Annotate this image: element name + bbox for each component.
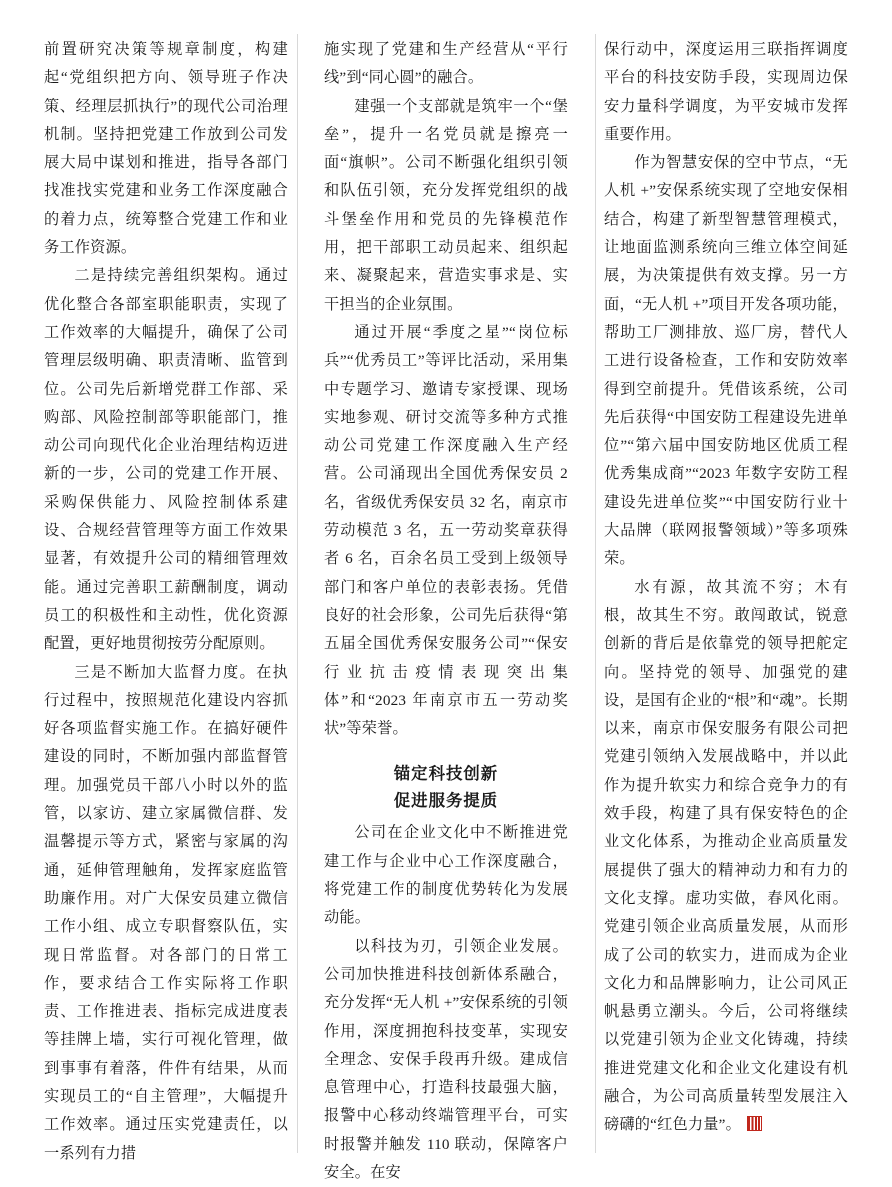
three-column-text-body bbox=[26, 36, 866, 1181]
article-end-mark-icon bbox=[747, 1116, 762, 1131]
section-heading-line-2: 促进服务提质 bbox=[393, 792, 499, 811]
section-heading-line-1: 锚定科技创新 bbox=[393, 765, 499, 784]
paragraph: 二是持续完善组织架构。通过优化整合各部室职能职责，实现了工作效率的大幅提升，确保了公司管理层级明确、职责清晰、监管到位。公司先后新增党群工作部、采购部、风险控制部等职能部门，推动公司向现代化企业治理结构迈进新的一步，公司的党建工作开展、采购保供能力、风险控制体系建设、合规经营管理等方面工作效果显著，有效提升公司的精细管理效能。通过完善职工薪酬制度，调动员工的积极性和主动性，优化资源配置，更好地贯彻按劳分配原则。 bbox=[44, 267, 288, 653]
paragraph: 前置研究决策等规章制度，构建起“党组织把方向、领导班子作决策、经理层抓执行”的现代公司治理机制。坚持把党建工作放到公司发展大局中谋划和推进，指导各部门找准找实党建和业务工作深度融合的着力点，统筹整合党建工作和业务工作资源。 bbox=[44, 41, 288, 257]
paragraph: 作为智慧安保的空中节点，“无人机 +”安保系统实现了空地安保相结合，构建了新型智慧管理模式，让地面监测系统向三维立体空间延展，为决策提供有效支撑。另一方面，“无人机 +”项目开发各项功能，帮助工厂测排放、巡厂房，替代人工进行设备检查，工作和安防效率得到空前提升。凭借该系统，公司先后获得“中国安防工程建设先进单位”“第六届中国安防地区优质工程优秀集成商”“2023 年数字安防工程建设先进单位奖”“中国安防行业十大品牌（联网报警领域）”等多项殊荣。 bbox=[603, 154, 848, 568]
paragraph: 建强一个支部就是筑牢一个“堡垒”，提升一名党员就是擦亮一面“旗帜”。公司不断强化组织引领和队伍引领，充分发挥党组织的战斗堡垒作用和党员的先锋模范作用，把干部职工动员起来、组织起来、凝聚起来，营造实事求是、实干担当的企业氛围。 bbox=[323, 97, 568, 313]
paragraph-text: 水有源，故其流不穷；木有根，故其生不穷。敢闯敢试，锐意创新的背后是依靠党的领导把舵定向。坚持党的领导、加强党的建设，是国有企业的“根”和“魂”。长期以来，南京市保安服务有限公司把党建引领纳入发展战略中，并以此作为提升软实力和综合竞争力的有效手段，构建了具有保安特色的企业文化体系，为推动企业高质量发展提供了强大的精神动力和有力的文化支撑。虚功实做，春风化雨。党建引领企业高质量发展，从而形成了公司的软实力，进而成为企业文化力和品牌影响力，让公司风正帆悬勇立潮头。今后，公司将继续以党建引领为企业文化铸魂，持续推进党建文化和企业文化建设有机融合，为公司高质量转型发展注入磅礴的“红色力量”。 bbox=[603, 578, 848, 1134]
text-column-2 bbox=[306, 36, 586, 1181]
paragraph: 通过开展“季度之星”“岗位标兵”“优秀员工”等评比活动，采用集中专题学习、邀请专家授课、现场实地参观、研讨交流等多种方式推动公司党建工作深度融入生产经营。公司涌现出全国优秀保安员 2 名，省级优秀保安员 32 名，南京市劳动模范 3 名，五一劳动奖章获得者 6 名，百余名员工受到上级领导部门和客户单位的表彰表扬。凭借良好的社会形象，公司先后获得“第五届全国优秀保安服务公司”“保安行业抗击疫情表现突出集体”和“2023 年南京市五一劳动奖状”等荣誉。 bbox=[323, 323, 568, 738]
paragraph: 施实现了党建和生产经营从“平行线”到“同心圆”的融合。 bbox=[323, 41, 568, 87]
paragraph: 保行动中，深度运用三联指挥调度平台的科技安防手段，实现周边保安力量科学调度，为平安城市发挥重要作用。 bbox=[603, 41, 848, 143]
paragraph-final bbox=[604, 574, 848, 1140]
paragraph: 三是不断加大监督力度。在执行过程中，按照规范化建设内容抓好各项监督实施工作。在搞好硬件建设的同时，不断加强内部监督管理。加强党员干部八小时以外的监管，以家访、建立家属微信群、发温馨提示等方式，紧密与家属的沟通，延伸管理触角，发挥家庭监管助廉作用。对广大保安员建立微信工作小组、成立专职督察队伍，实现日常监督。对各部门的日常工作，要求结合工作实际将工作职责、工作推进表、指标完成进度表等挂牌上墙，实行可视化管理，做到事事有着落，件件有结果，从而实现员工的“自主管理”，大幅提升工作效率。通过压实党建责任，以一系列有力措 bbox=[44, 663, 288, 1162]
paragraph: 公司在企业文化中不断推进党建工作与企业中心工作深度融合，将党建工作的制度优势转化为发展动能。 bbox=[323, 824, 568, 927]
text-column-1 bbox=[26, 36, 306, 1162]
section-heading bbox=[324, 761, 568, 815]
paragraph: 以科技为刃，引领企业发展。公司加快推进科技创新体系融合，充分发挥“无人机 +”安保系统的引领作用，深度拥抱科技变革，实现安全理念、安保手段再升级。建成信息管理中心，打造科技最强大脑，报警中心移动终端管理平台，可实时报警并触发 110 联动，保障客户安全。在安 bbox=[323, 937, 568, 1181]
text-column-3 bbox=[586, 36, 866, 1151]
